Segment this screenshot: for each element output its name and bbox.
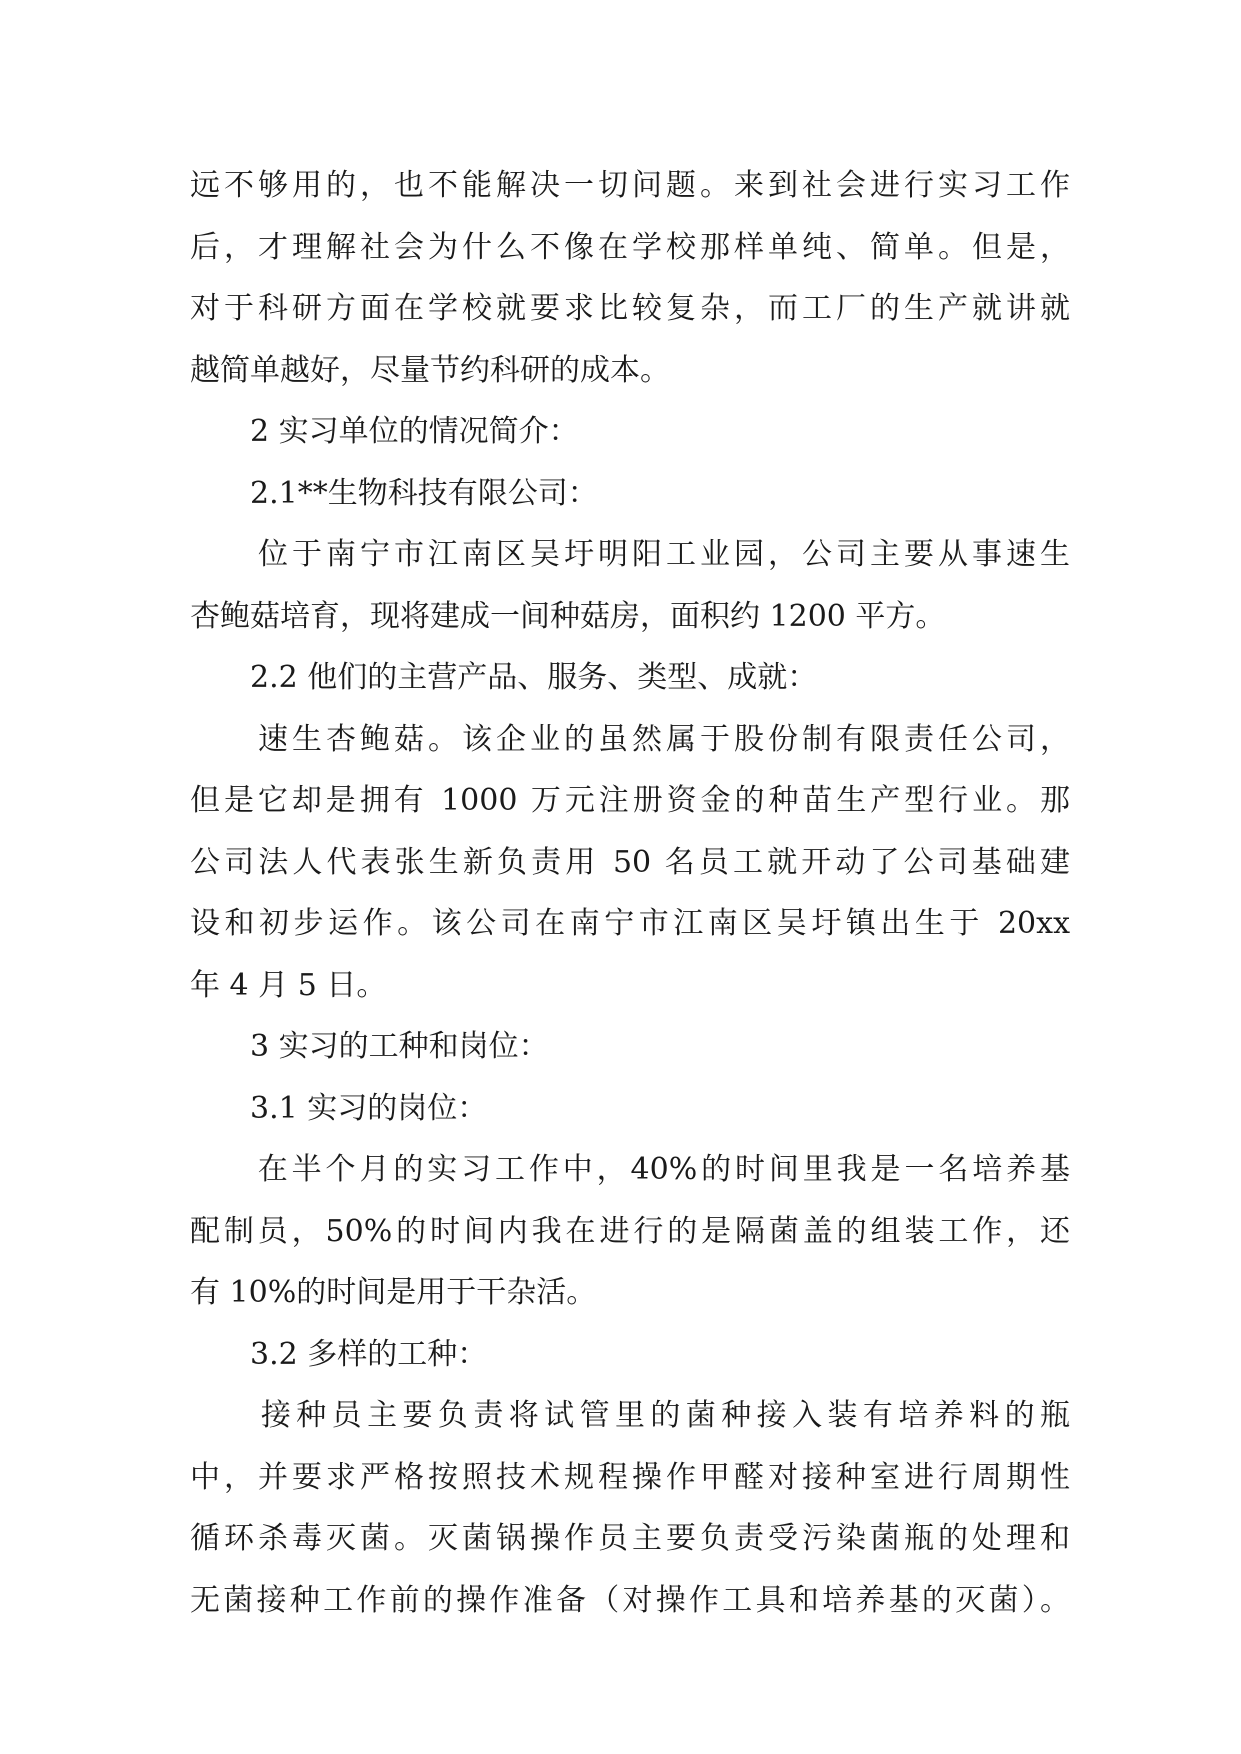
text-line: 无菌接种工作前的操作准备（对操作工具和培养基的灭菌）。 — [190, 1582, 1070, 1618]
subsection-heading: 2.2 他们的主营产品、服务、类型、成就： — [190, 660, 818, 695]
subsection-heading: 2.1**生物科技有限公司： — [190, 475, 598, 511]
text-line: 远不够用的，也不能解决一切问题。来到社会进行实习工作 — [190, 168, 1070, 203]
text-line: 杏鲍菇培育，现将建成一间种菇房，面积约 1200 平方。 — [190, 598, 946, 634]
text-line: 有 10%的时间是用于干杂活。 — [190, 1275, 597, 1310]
text-line: 设和初步运作。该公司在南宁市江南区吴圩镇出生于 20xx — [190, 906, 1070, 941]
text-line: 接种员主要负责将试管里的菌种接入装有培养料的瓶 — [190, 1398, 1070, 1433]
subsection-heading: 3.2 多样的工种： — [190, 1336, 488, 1372]
text-line: 在半个月的实习工作中，40%的时间里我是一名培养基 — [190, 1152, 1070, 1187]
text-line: 越简单越好，尽量节约科研的成本。 — [190, 352, 670, 388]
subsection-heading: 3.1 实习的岗位： — [190, 1090, 488, 1126]
text-line: 中，并要求严格按照技术规程操作甲醛对接种室进行周期性 — [190, 1459, 1070, 1495]
text-line: 位于南宁市江南区吴圩明阳工业园，公司主要从事速生 — [190, 537, 1070, 572]
text-line: 循环杀毒灭菌。灭菌锅操作员主要负责受污染菌瓶的处理和 — [190, 1521, 1070, 1556]
section-heading: 2 实习单位的情况简介： — [190, 414, 579, 449]
text-line: 但是它却是拥有 1000 万元注册资金的种苗生产型行业。那 — [190, 783, 1070, 818]
text-line: 配制员，50%的时间内我在进行的是隔菌盖的组装工作，还 — [190, 1213, 1070, 1249]
text-line: 年 4 月 5 日。 — [190, 967, 387, 1003]
text-line: 速生杏鲍菇。该企业的虽然属于股份制有限责任公司， — [190, 721, 1070, 757]
text-line: 后，才理解社会为什么不像在学校那样单纯、简单。但是， — [190, 229, 1070, 265]
body-text — [190, 155, 1070, 1631]
text-line: 对于科研方面在学校就要求比较复杂，而工厂的生产就讲就 — [190, 291, 1070, 326]
text-line: 公司法人代表张生新负责用 50 名员工就开动了公司基础建 — [190, 844, 1070, 880]
section-heading: 3 实习的工种和岗位： — [190, 1029, 549, 1064]
